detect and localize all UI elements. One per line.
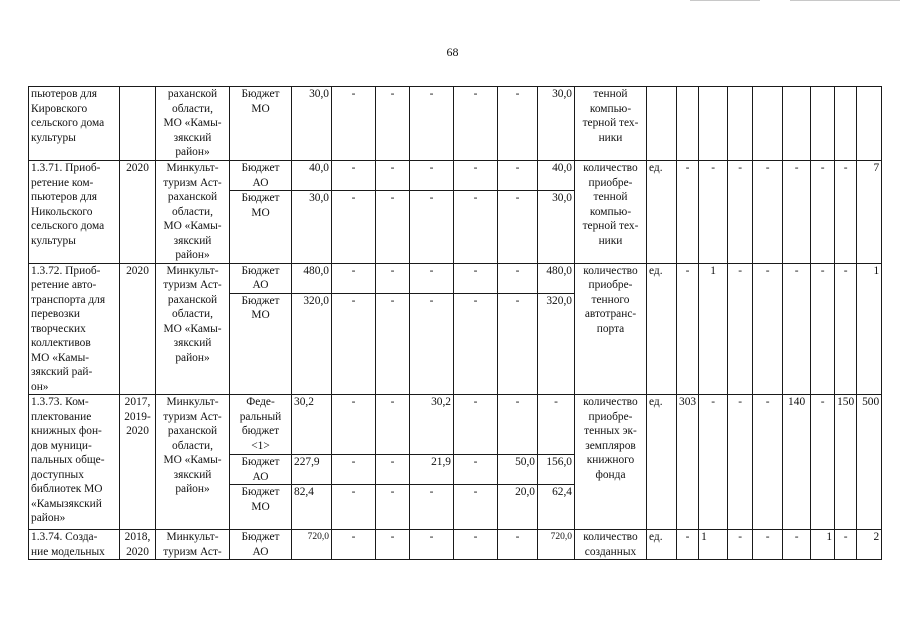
- target-cell: 1: [811, 530, 835, 560]
- target-cell: -: [783, 161, 811, 264]
- target-cell: -: [728, 530, 753, 560]
- year-amount-cell: 20,0: [498, 485, 538, 530]
- table-row: [29, 263, 882, 293]
- target-cell: -: [753, 263, 783, 395]
- executor-cell: Минкульт- туризм Аст-: [156, 530, 230, 560]
- executor-cell: Минкульт- туризм Аст- раханской области, МО «Камы- зякский район»: [156, 395, 230, 530]
- year-amount-cell: -: [410, 87, 454, 161]
- total-amount-cell: 720,0: [292, 530, 332, 560]
- table-row: [29, 87, 882, 161]
- target-cell: -: [699, 395, 728, 530]
- year-amount-cell: -: [498, 395, 538, 455]
- year-amount-cell: -: [332, 455, 376, 485]
- year-amount-cell: -: [332, 87, 376, 161]
- year-amount-cell: -: [410, 263, 454, 293]
- year-amount-cell: -: [332, 395, 376, 455]
- year-amount-cell: -: [498, 530, 538, 560]
- funding-source-cell: Бюджет АО: [230, 455, 292, 485]
- target-cell: -: [753, 161, 783, 264]
- year-amount-cell: -: [454, 530, 498, 560]
- executor-cell: Минкульт- туризм Аст- раханской области, МО «Камы- зякский район»: [156, 263, 230, 395]
- total-amount-cell: 320,0: [292, 293, 332, 394]
- year-amount-cell: 30,0: [538, 87, 575, 161]
- indicator-cell: тенной компью- терной тех- ники: [575, 87, 647, 161]
- funding-source-cell: Бюджет МО: [230, 191, 292, 263]
- funding-source-cell: Феде- ральный бюджет <1>: [230, 395, 292, 455]
- target-cell: -: [783, 530, 811, 560]
- total-amount-cell: 30,2: [292, 395, 332, 455]
- year-amount-cell: -: [454, 395, 498, 455]
- year-amount-cell: 30,2: [410, 395, 454, 455]
- year-amount-cell: -: [376, 87, 410, 161]
- measure-name-cell: 1.3.71. Приоб- ретение ком- пьютеров для Никольского сельского дома культуры: [29, 161, 120, 264]
- year-amount-cell: 480,0: [538, 263, 575, 293]
- top-scan-rule: [790, 0, 900, 1]
- target-cell: -: [835, 161, 857, 264]
- target-cell: -: [728, 161, 753, 264]
- target-cell: -: [811, 395, 835, 530]
- funding-source-cell: Бюджет МО: [230, 87, 292, 161]
- target-cell: -: [677, 263, 699, 395]
- year-amount-cell: -: [454, 87, 498, 161]
- funding-source-cell: Бюджет МО: [230, 293, 292, 394]
- year-amount-cell: -: [332, 191, 376, 263]
- target-cell: -: [835, 263, 857, 395]
- unit-cell: ед.: [647, 530, 677, 560]
- year-amount-cell: -: [410, 485, 454, 530]
- target-cell: [835, 87, 857, 161]
- year-amount-cell: 30,0: [538, 191, 575, 263]
- unit-cell: ед.: [647, 395, 677, 530]
- year-amount-cell: -: [538, 395, 575, 455]
- target-cell: 140: [783, 395, 811, 530]
- year-amount-cell: -: [498, 161, 538, 191]
- year-cell: 2018, 2020: [120, 530, 156, 560]
- executor-cell: Минкульт- туризм Аст- раханской области, МО «Камы- зякский район»: [156, 161, 230, 264]
- unit-cell: ед.: [647, 161, 677, 264]
- year-amount-cell: -: [498, 293, 538, 394]
- target-cell: -: [699, 161, 728, 264]
- total-amount-cell: 82,4: [292, 485, 332, 530]
- year-cell: [120, 87, 156, 161]
- target-cell: 150: [835, 395, 857, 530]
- year-amount-cell: -: [454, 455, 498, 485]
- total-amount-cell: 227,9: [292, 455, 332, 485]
- year-amount-cell: -: [498, 263, 538, 293]
- year-amount-cell: -: [454, 293, 498, 394]
- funding-source-cell: Бюджет АО: [230, 263, 292, 293]
- program-measures-table: [28, 86, 882, 560]
- total-amount-cell: 30,0: [292, 191, 332, 263]
- year-cell: 2017, 2019- 2020: [120, 395, 156, 530]
- target-cell: 303: [677, 395, 699, 530]
- target-cell: 2: [857, 530, 882, 560]
- funding-source-cell: Бюджет АО: [230, 161, 292, 191]
- year-amount-cell: 50,0: [498, 455, 538, 485]
- year-amount-cell: -: [410, 293, 454, 394]
- year-amount-cell: -: [376, 530, 410, 560]
- total-amount-cell: 30,0: [292, 87, 332, 161]
- target-cell: -: [753, 395, 783, 530]
- top-scan-rule: [690, 0, 760, 1]
- year-amount-cell: -: [410, 530, 454, 560]
- year-amount-cell: -: [376, 395, 410, 455]
- executor-cell: раханской области, МО «Камы- зякский район»: [156, 87, 230, 161]
- target-cell: -: [811, 161, 835, 264]
- measure-name-cell: 1.3.74. Созда- ние модельных: [29, 530, 120, 560]
- target-cell: -: [783, 263, 811, 395]
- year-amount-cell: -: [454, 485, 498, 530]
- table-row: [29, 161, 882, 191]
- year-amount-cell: -: [410, 191, 454, 263]
- target-cell: -: [811, 263, 835, 395]
- indicator-cell: количество приобре- тенных эк- земпляров книжного фонда: [575, 395, 647, 530]
- page-number: 68: [446, 45, 459, 59]
- target-cell: 500: [857, 395, 882, 530]
- year-amount-cell: -: [332, 161, 376, 191]
- funding-source-cell: Бюджет МО: [230, 485, 292, 530]
- year-amount-cell: -: [376, 455, 410, 485]
- target-cell: [857, 87, 882, 161]
- measure-name-cell: пьютеров для Кировского сельского дома культуры: [29, 87, 120, 161]
- year-amount-cell: -: [376, 293, 410, 394]
- year-amount-cell: -: [376, 263, 410, 293]
- year-amount-cell: 320,0: [538, 293, 575, 394]
- year-amount-cell: -: [376, 161, 410, 191]
- year-amount-cell: -: [454, 191, 498, 263]
- unit-cell: ед.: [647, 263, 677, 395]
- unit-cell: [647, 87, 677, 161]
- target-cell: -: [753, 530, 783, 560]
- year-amount-cell: -: [410, 161, 454, 191]
- year-amount-cell: -: [332, 293, 376, 394]
- measure-name-cell: 1.3.72. Приоб- ретение авто- транспорта для перевозки творческих коллективов МО «Камы- зякский рай- он»: [29, 263, 120, 395]
- year-amount-cell: -: [376, 485, 410, 530]
- year-amount-cell: 156,0: [538, 455, 575, 485]
- year-amount-cell: -: [332, 530, 376, 560]
- year-amount-cell: -: [454, 263, 498, 293]
- target-cell: [677, 87, 699, 161]
- year-cell: 2020: [120, 263, 156, 395]
- indicator-cell: количество приобре- тенной компью- терной тех- ники: [575, 161, 647, 264]
- target-cell: [699, 87, 728, 161]
- year-amount-cell: -: [332, 485, 376, 530]
- year-amount-cell: -: [498, 87, 538, 161]
- target-cell: -: [677, 530, 699, 560]
- target-cell: [811, 87, 835, 161]
- table-row: [29, 395, 882, 455]
- target-cell: -: [728, 263, 753, 395]
- year-amount-cell: -: [454, 161, 498, 191]
- year-amount-cell: 40,0: [538, 161, 575, 191]
- year-cell: 2020: [120, 161, 156, 264]
- total-amount-cell: 480,0: [292, 263, 332, 293]
- target-cell: 1: [699, 263, 728, 395]
- target-cell: 7: [857, 161, 882, 264]
- year-amount-cell: -: [376, 191, 410, 263]
- target-cell: -: [677, 161, 699, 264]
- year-amount-cell: -: [498, 191, 538, 263]
- table-row: [29, 530, 882, 560]
- year-amount-cell: 720,0: [538, 530, 575, 560]
- target-cell: [728, 87, 753, 161]
- target-cell: 1: [699, 530, 728, 560]
- year-amount-cell: 21,9: [410, 455, 454, 485]
- year-amount-cell: -: [332, 263, 376, 293]
- target-cell: -: [728, 395, 753, 530]
- target-cell: 1: [857, 263, 882, 395]
- total-amount-cell: 40,0: [292, 161, 332, 191]
- target-cell: -: [835, 530, 857, 560]
- target-cell: [753, 87, 783, 161]
- indicator-cell: количество приобре- тенного автотранс- порта: [575, 263, 647, 395]
- funding-source-cell: Бюджет АО: [230, 530, 292, 560]
- indicator-cell: количество созданных: [575, 530, 647, 560]
- year-amount-cell: 62,4: [538, 485, 575, 530]
- measure-name-cell: 1.3.73. Ком- плектование книжных фон- дов муници- пальных обще- доступных библиотек МО «Камызякский район»: [29, 395, 120, 530]
- target-cell: [783, 87, 811, 161]
